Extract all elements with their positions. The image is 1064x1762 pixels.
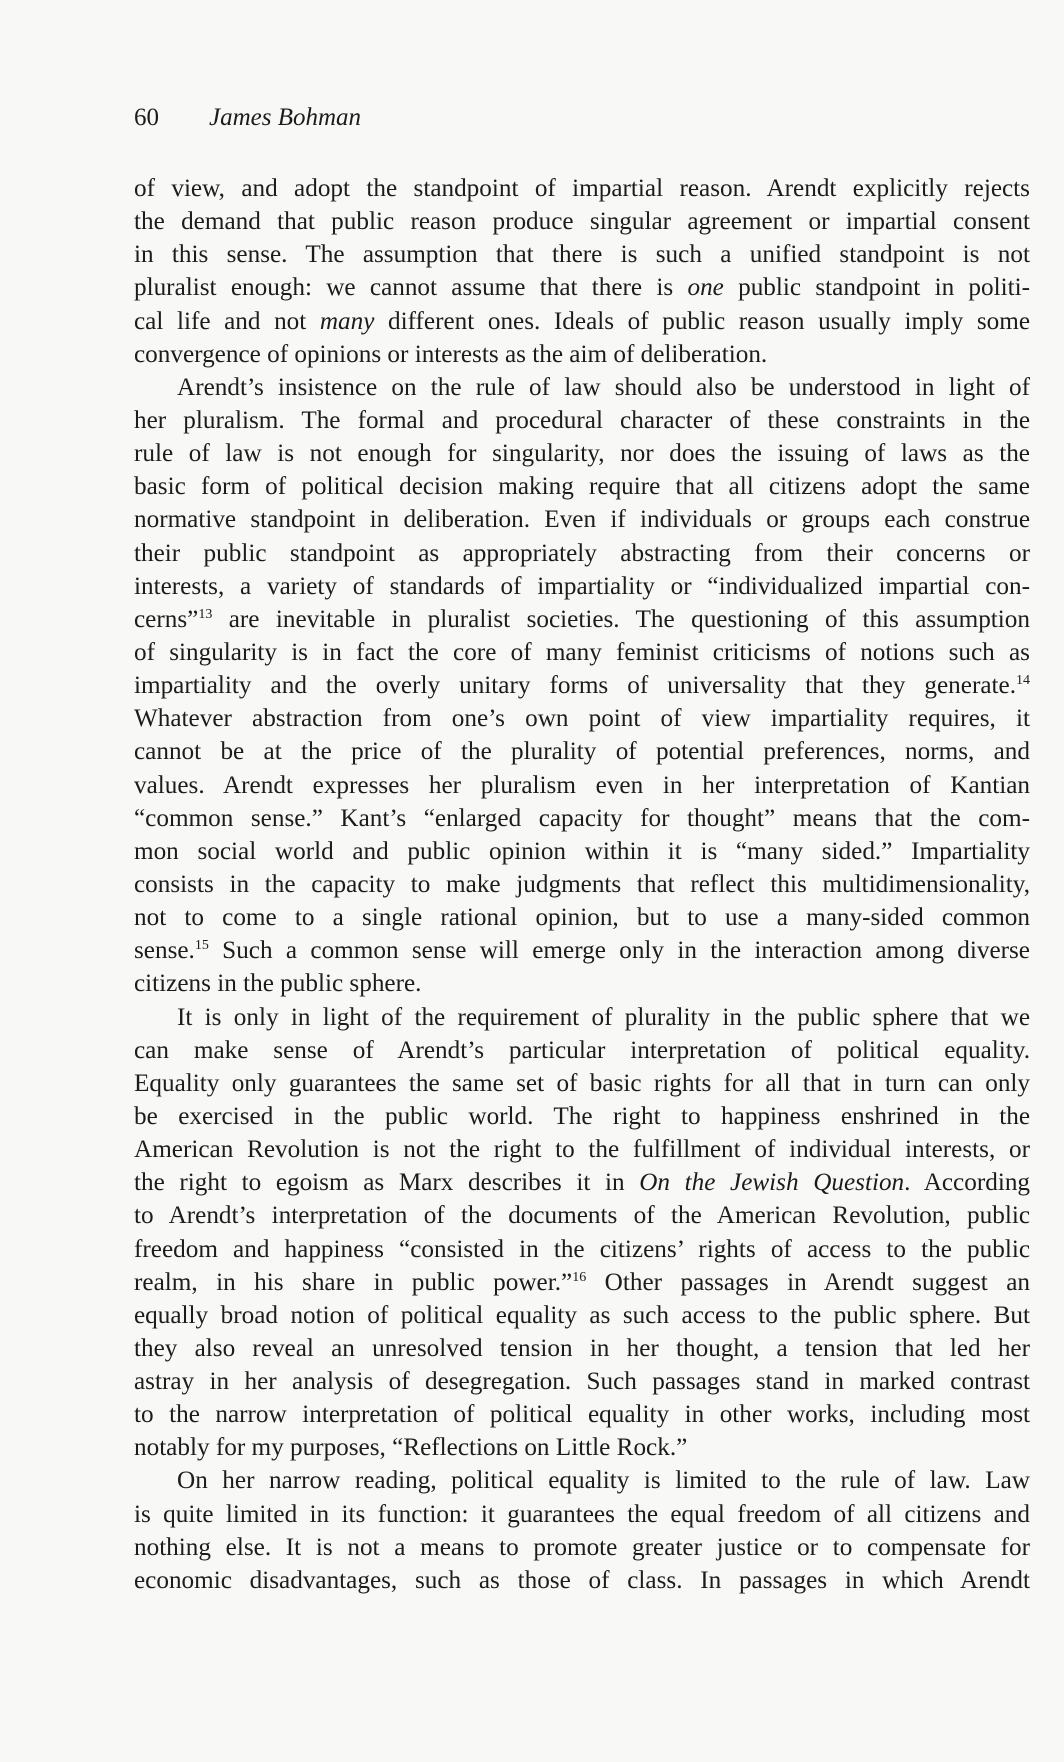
text-line: of view, and adopt the standpoint of impartial reason. Arendt explicitly rejects bbox=[134, 175, 1030, 202]
text-line: citizens in the public sphere. bbox=[134, 970, 422, 998]
text-line: can make sense of Arendt’s particular interpretation of political equality. bbox=[134, 1036, 1030, 1064]
text-line: nothing else. It is not a means to promote greater justice or to compensate for bbox=[134, 1533, 1030, 1561]
text-line: It is only in light of the requirement of plurality in the public sphere that we bbox=[177, 1003, 1030, 1031]
text-line: be exercised in the public world. The right to happiness enshrined in the bbox=[134, 1102, 1030, 1130]
paragraph bbox=[134, 172, 1030, 371]
italic-text: one bbox=[687, 274, 724, 302]
running-head bbox=[134, 103, 361, 133]
text-line: convergence of opinions or interests as the aim of deliberation. bbox=[134, 340, 768, 368]
text-line: rule of law is not enough for singularity, nor does the issuing of laws as the bbox=[134, 440, 1030, 468]
text-line: Whatever abstraction from one’s own point of view impartiality requires, it bbox=[134, 705, 1030, 733]
paragraph bbox=[134, 1464, 1030, 1597]
text-line: is quite limited in its function: it guarantees the equal freedom of all citizens and bbox=[134, 1500, 1030, 1528]
text-line: Equality only guarantees the same set of basic rights for all that in turn can only bbox=[134, 1069, 1030, 1097]
footnote-reference: 13 bbox=[198, 606, 213, 622]
body-text bbox=[134, 172, 1030, 1597]
footnote-reference: 15 bbox=[194, 938, 209, 954]
paragraph bbox=[134, 1001, 1030, 1465]
text-line: normative standpoint in deliberation. Even if individuals or groups each construe bbox=[134, 506, 1030, 534]
italic-text: many bbox=[319, 307, 375, 335]
text-line: to Arendt’s interpretation of the documents of the American Revolution, public bbox=[134, 1202, 1030, 1230]
text-line: “common sense.” Kant’s “enlarged capacity for thought” means that the com- bbox=[134, 804, 1030, 832]
text-line: notably for my purposes, “Reflections on Little Rock.” bbox=[134, 1434, 688, 1462]
text-line: they also reveal an unresolved tension in her thought, a tension that led her bbox=[134, 1334, 1030, 1362]
text-line: values. Arendt expresses her pluralism even in her interpretation of Kantian bbox=[134, 771, 1030, 799]
text-line: in this sense. The assumption that there is such a unified standpoint is not bbox=[134, 241, 1030, 269]
text-line: American Revolution is not the right to the fulfillment of individual interests, or bbox=[134, 1136, 1030, 1164]
text-line: consists in the capacity to make judgments that reflect this multidimensionality, bbox=[134, 870, 1030, 898]
text-line: not to come to a single rational opinion, but to use a many-sided common bbox=[134, 904, 1030, 932]
text-line: their public standpoint as appropriately abstracting from their concerns or bbox=[134, 539, 1030, 567]
text-line: astray in her analysis of desegregation. Such passages stand in marked contrast bbox=[134, 1368, 1030, 1396]
text-line: Arendt’s insistence on the rule of law should also be understood in light of bbox=[177, 373, 1030, 401]
text-line: economic disadvantages, such as those of class. In passages in which Arendt bbox=[134, 1566, 1030, 1594]
text-line: the right to egoism as Marx describes it in On the Jewish Question. According bbox=[134, 1169, 1031, 1197]
text-line: sense.$^{15}$ Such a common sense will emerge only in the interaction among diverse bbox=[134, 937, 1030, 965]
italic-text: On the Jewish Question bbox=[639, 1169, 905, 1197]
page-number: 60 bbox=[134, 104, 159, 131]
footnote-reference: 16 bbox=[572, 1269, 587, 1285]
text-line: her pluralism. The formal and procedural character of these constraints in the bbox=[134, 406, 1030, 434]
running-head-author: James Bohman bbox=[209, 104, 362, 131]
text-line: On her narrow reading, political equality is limited to the rule of law. Law bbox=[177, 1467, 1030, 1495]
text-line: pluralist enough: we cannot assume that there is one public standpoint in politi- bbox=[134, 274, 1031, 302]
text-line: impartiality and the overly unitary forms of universality that they generate.$^{14}$ bbox=[134, 672, 1030, 700]
text-line: cerns”$^{13}$ are inevitable in pluralist societies. The questioning of this assumption bbox=[134, 605, 1030, 633]
text-line: realm, in his share in public power.”$^{16}$ Other passages in Arendt suggest an bbox=[134, 1268, 1030, 1296]
text-line: of singularity is in fact the core of many feminist criticisms of notions such as bbox=[134, 638, 1030, 666]
text-line: the demand that public reason produce singular agreement or impartial consent bbox=[134, 208, 1030, 236]
text-line: to the narrow interpretation of political equality in other works, including most bbox=[134, 1401, 1030, 1429]
text-line: cannot be at the price of the plurality of potential preferences, norms, and bbox=[134, 738, 1030, 766]
text-line: cal life and not many different ones. Ideals of public reason usually imply some bbox=[134, 307, 1030, 335]
text-line: basic form of political decision making require that all citizens adopt the same bbox=[134, 473, 1030, 501]
text-line: interests, a variety of standards of impartiality or “individualized impartial con- bbox=[134, 572, 1030, 600]
footnote-reference: 14 bbox=[1016, 673, 1030, 689]
text-line: freedom and happiness “consisted in the citizens’ rights of access to the public bbox=[134, 1235, 1030, 1263]
text-line: mon social world and public opinion within it is “many sided.” Impartiality bbox=[134, 837, 1030, 865]
text-line: equally broad notion of political equality as such access to the public sphere. But bbox=[134, 1301, 1030, 1329]
paragraph bbox=[134, 371, 1030, 1001]
